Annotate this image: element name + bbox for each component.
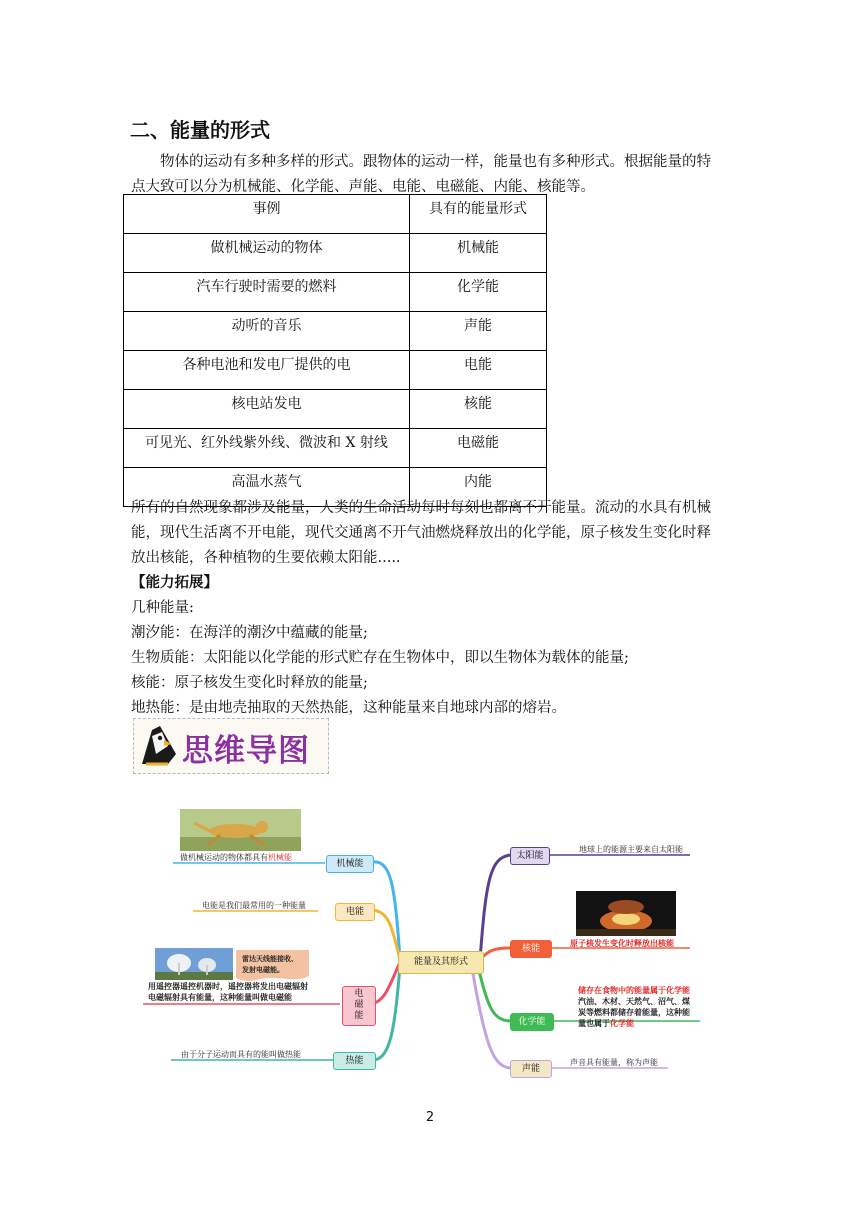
summary-line-3: 放出核能，各种植物的生要依赖太阳能..... [131,550,401,566]
node-sound-energy: 声能 [510,1060,552,1078]
summary-line-2: 能，现代生活离不开电能，现代交通离不开气油燃烧释放出的化学能，原子核发生变化时释 [131,525,711,541]
text-chemical-1-red: 储存在食物中的能量属于化学能 [578,986,690,995]
text-sound: 声音具有能量，称为声能 [570,1058,658,1067]
text-solar: 地球上的能源主要来自太阳能 [579,845,683,854]
node-thermal-energy: 热能 [333,1052,376,1070]
mindmap-banner-title: 思维导图 [182,733,310,769]
table-cell: 做机械运动的物体 [124,234,410,273]
text-em-1: 用遥控器遥控机器时，遥控器将发出电磁辐射 [148,982,308,991]
node-solar-energy: 太阳能 [510,847,550,865]
node-nuclear-energy: 核能 [510,940,552,958]
text-mechanical-main: 做机械运动的物体都具有 [180,853,268,862]
table-cell: 核电站发电 [124,390,410,429]
intro-line-1: 物体的运动有多种多样的形式。跟物体的运动一样，能量也有多种形式。根据能量的特 [160,154,711,170]
table-cell: 核能 [410,390,547,429]
summary-line-1: 所有的自然现象都涉及能量，人类的生命活动每时每刻也都离不开能量。流动的水具有机械 [131,500,711,516]
node-electric-energy: 电能 [335,903,375,921]
text-radar-1: 雷达天线能接收、 [242,955,298,963]
node-mechanical-energy: 机械能 [326,855,374,873]
extension-line: 潮汐能：在海洋的潮汐中蕴藏的能量; [131,625,368,641]
table-cell: 动听的音乐 [124,312,410,351]
table-cell: 内能 [410,468,547,507]
table-cell: 电能 [410,351,547,390]
table-cell: 高温水蒸气 [124,468,410,507]
page-number: 2 [425,1110,435,1125]
node-em-char: 能 [354,1011,364,1021]
table-cell: 汽车行驶时需要的燃料 [124,273,410,312]
text-chemical-4 [578,1018,634,1029]
text-mechanical-red: 机械能 [268,853,292,862]
node-em-char: 电 [354,989,364,999]
table-cell: 机械能 [410,234,547,273]
table-cell: 声能 [410,312,547,351]
extension-line: 核能：原子核发生变化时释放的能量; [131,675,368,691]
node-chemical-energy: 化学能 [510,1013,554,1031]
text-em-2: 电磁辐射具有能量，这种能量叫做电磁能 [148,993,292,1002]
text-chemical-3: 炭等燃料都储存着能量，这种能 [578,1008,690,1017]
section-title: 二、能量的形式 [130,118,270,142]
text-thermal: 由于分子运动而具有的能叫做热能 [181,1050,301,1059]
mindmap-center-node: 能量及其形式 [398,951,484,974]
table-cell: 电磁能 [410,429,547,468]
node-em-char: 磁 [354,1000,364,1010]
cheetah-photo-icon [180,809,301,851]
radar-dish-photo-icon [155,948,233,980]
text-chemical-4-main: 量也属于 [578,1019,610,1028]
extension-line: 几种能量: [131,600,194,616]
node-electromagnetic-energy [342,986,376,1026]
table-header-example: 事例 [124,195,410,234]
table-header-form: 具有的能量形式 [410,195,547,234]
text-chemical-2: 汽油、木材、天然气、沼气、煤 [578,997,690,1006]
extension-line: 生物质能：太阳能以化学能的形式贮存在生物体中，即以生物体为载体的能量; [131,650,629,666]
text-radar-2: 发射电磁能。 [242,966,284,974]
text-mechanical [180,852,292,863]
intro-line-2: 点大致可以分为机械能、化学能、声能、电能、电磁能、内能、核能等。 [131,179,595,195]
extension-line: 地热能：是由地壳抽取的天然热能，这种能量来自地球内部的熔岩。 [131,700,566,716]
extension-heading: 【能力拓展】 [131,575,218,591]
text-chemical-4-red: 化学能 [610,1019,634,1028]
table-cell: 各种电池和发电厂提供的电 [124,351,410,390]
nuclear-explosion-photo-icon [576,891,676,936]
text-electric: 电能是我们最常用的一种能量 [202,901,306,910]
table-cell: 化学能 [410,273,547,312]
text-chemical-1 [578,985,690,996]
text-nuclear: 原子核发生变化时释放出核能 [570,939,674,948]
table-cell: 可见光、红外线紫外线、微波和 X 射线 [124,429,410,468]
